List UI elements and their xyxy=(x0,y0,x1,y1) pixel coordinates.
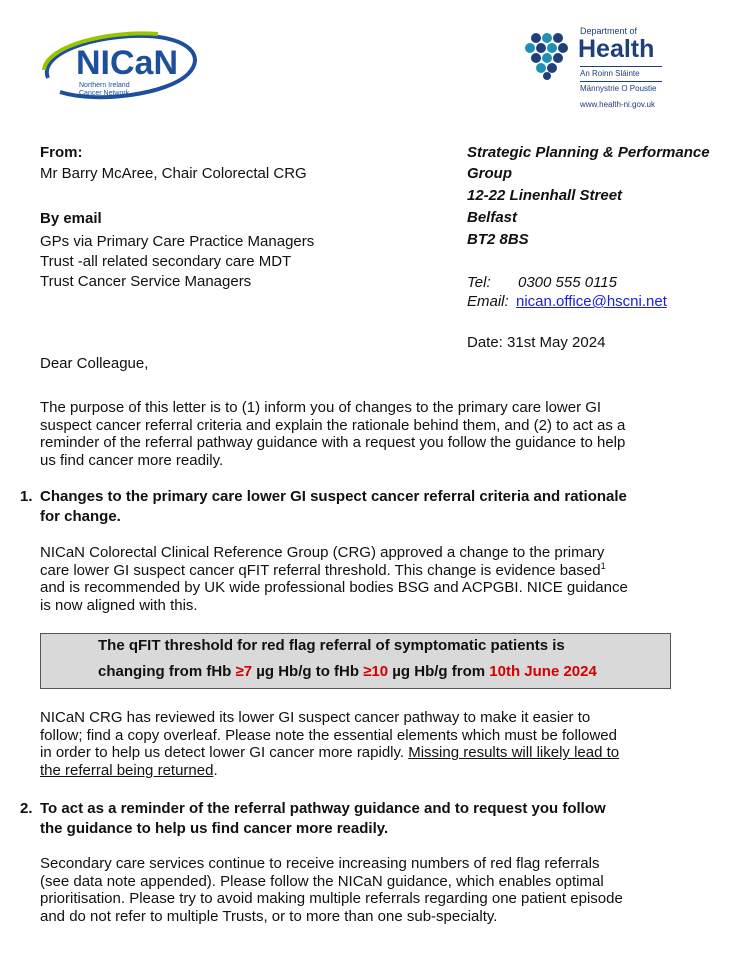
section1-heading xyxy=(40,487,627,527)
address-line-2: Group xyxy=(467,165,512,182)
section2-number: 2. xyxy=(20,800,33,817)
section2-line: and do not refer to multiple Trusts, or to more than one sub-specialty. xyxy=(40,907,498,925)
section2-line: (see data note appended). Please follow the NICaN guidance, which enables optimal xyxy=(40,872,604,890)
section1-line: is now aligned with this. xyxy=(40,596,198,614)
tel-number: 0300 555 0115 xyxy=(518,274,617,291)
address-line-1: Strategic Planning & Performance xyxy=(467,144,710,161)
box-text: µg Hb/g from xyxy=(388,663,490,680)
section1-heading-line: Changes to the primary care lower GI suspect cancer referral criteria and rationale xyxy=(40,488,627,505)
from-label: From: xyxy=(40,144,83,161)
by-email-label: By email xyxy=(40,210,102,227)
new-threshold: ≥10 xyxy=(363,663,389,680)
box-text: µg Hb/g to fHb xyxy=(252,663,364,680)
section1-line: in order to help us detect lower GI cancer more rapidly. xyxy=(40,744,409,762)
box-line-2 xyxy=(98,663,597,680)
section1-line: follow; find a copy overleaf. Please note the essential elements which must be followed xyxy=(40,726,617,744)
section2-paragraph xyxy=(40,855,623,925)
section2-heading-line: To act as a reminder of the referral pathway guidance and to request you follow xyxy=(40,800,606,817)
doh-url: www.health-ni.gov.uk xyxy=(580,100,655,109)
old-threshold: ≥7 xyxy=(235,663,253,680)
recipient-2: Trust -all related secondary care MDT xyxy=(40,253,292,270)
section2-line: prioritisation. Please try to avoid making multiple referrals regarding one patient episode xyxy=(40,890,623,908)
section2-heading-line: the guidance to help us find cancer more readily. xyxy=(40,820,389,837)
doh-divider xyxy=(580,66,662,67)
section2-heading xyxy=(40,799,606,839)
nican-wordmark: NICaN xyxy=(76,44,179,82)
intro-paragraph xyxy=(40,399,625,469)
intro-line: The purpose of this letter is to (1) inform you of changes to the primary care lower GI xyxy=(40,399,602,416)
intro-line: us find cancer more readily. xyxy=(40,451,224,469)
nican-subtitle-2: Cancer Network xyxy=(79,90,130,97)
section1-line: care lower GI suspect cancer qFIT referral threshold. This change is evidence based xyxy=(40,561,601,579)
section1-line: NICaN CRG has reviewed its lower GI suspect cancer pathway to make it easier to xyxy=(40,709,591,726)
qfit-threshold-box xyxy=(40,633,671,689)
hexagon-cluster-icon xyxy=(524,30,570,80)
section1-line: . xyxy=(213,761,218,779)
footnote-mark: 1 xyxy=(600,560,606,571)
doh-logo xyxy=(524,26,669,114)
doh-wordmark: Health xyxy=(578,35,655,63)
doh-line4: Männystrie O Poustie xyxy=(580,84,657,93)
salutation: Dear Colleague, xyxy=(40,355,149,372)
doh-divider-2 xyxy=(580,81,662,82)
effective-date: 10th June 2024 xyxy=(489,663,597,680)
tel-label: Tel: xyxy=(467,274,491,291)
section1-heading-line: for change. xyxy=(40,508,121,525)
warning-underlined: the referral being returned xyxy=(40,761,214,779)
from-sender: Mr Barry McAree, Chair Colorectal CRG xyxy=(40,165,307,182)
section1-number: 1. xyxy=(20,488,33,505)
intro-line: suspect cancer referral criteria and explain the rationale behind them, and (2) to act as a xyxy=(40,416,626,434)
warning-underlined: Missing results will likely lead to xyxy=(408,744,620,762)
address-line-3: 12-22 Linenhall Street xyxy=(467,187,623,204)
intro-line: reminder of the referral pathway guidance with a request you follow the guidance to help xyxy=(40,434,626,452)
recipient-3: Trust Cancer Service Managers xyxy=(40,273,252,290)
section1-paragraph-2 xyxy=(40,709,619,779)
box-text: changing from fHb xyxy=(98,663,236,680)
address-line-4: Belfast xyxy=(467,209,518,226)
nican-subtitle-1: Northern Ireland xyxy=(79,82,130,89)
doh-line3: An Roinn Sláinte xyxy=(580,69,640,78)
section1-line: NICaN Colorectal Clinical Reference Group (CRG) approved a change to the primary xyxy=(40,544,605,561)
recipient-1: GPs via Primary Care Practice Managers xyxy=(40,233,315,250)
section1-line: and is recommended by UK wide professional bodies BSG and ACPGBI. NICE guidance xyxy=(40,579,628,597)
section2-line: Secondary care services continue to receive increasing numbers of red flag referrals xyxy=(40,855,600,872)
box-line-1: The qFIT threshold for red flag referral of symptomatic patients is xyxy=(98,637,565,654)
email-link[interactable]: nican.office@hscni.net xyxy=(516,293,667,310)
section1-paragraph xyxy=(40,544,628,614)
address-line-5: BT2 8BS xyxy=(467,231,529,248)
letter-date: Date: 31st May 2024 xyxy=(467,334,606,351)
email-label: Email: xyxy=(467,293,509,310)
nican-logo xyxy=(38,26,203,104)
doh-line1: Department of xyxy=(580,26,638,36)
